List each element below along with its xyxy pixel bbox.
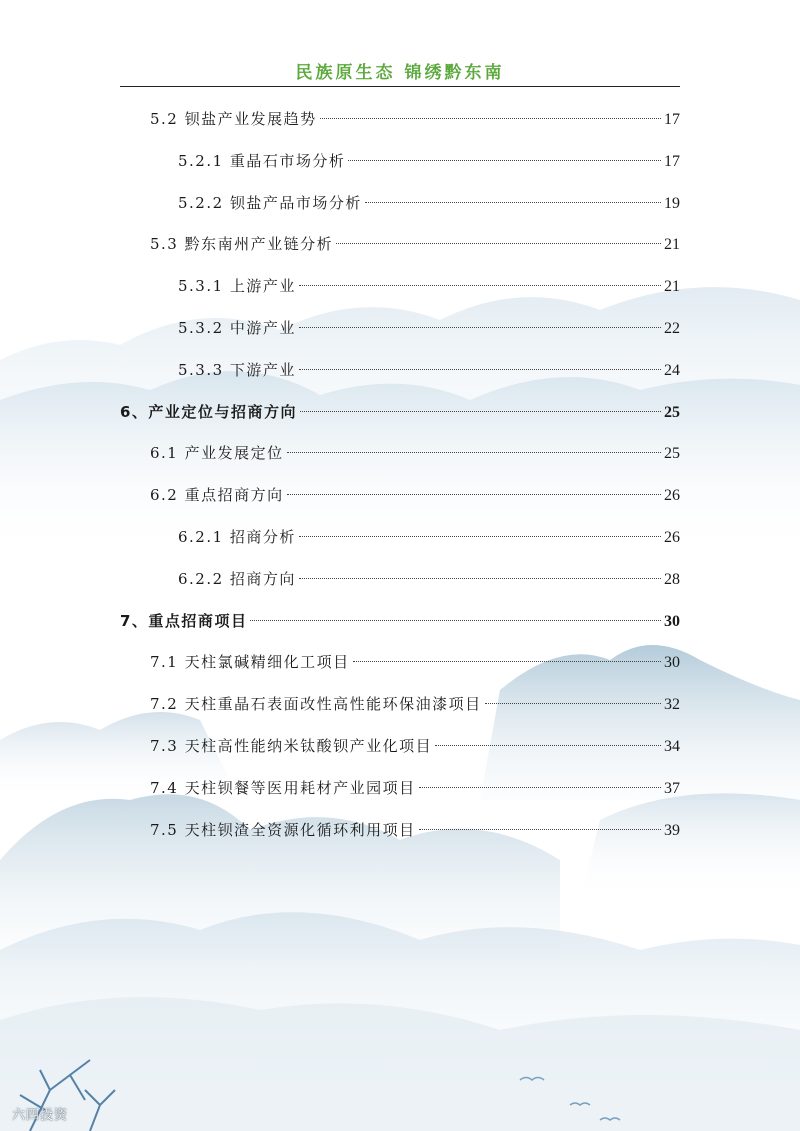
toc-dot-leader xyxy=(299,285,661,286)
toc-entry-label: 5.3.1 上游产业 xyxy=(178,277,296,296)
toc-page-number: 39 xyxy=(664,821,680,839)
toc-entry-label: 5.3.2 中游产业 xyxy=(178,319,296,337)
toc-entry[interactable] xyxy=(150,651,680,673)
toc-entry[interactable] xyxy=(178,275,680,297)
toc-entry-label: 5.3.3 下游产业 xyxy=(178,360,296,379)
toc-dot-leader xyxy=(365,202,661,203)
toc-page-number: 26 xyxy=(664,529,680,546)
toc-entry-label: 7.3 天柱高性能纳米钛酸钡产业化项目 xyxy=(150,737,433,755)
toc-entry[interactable] xyxy=(178,150,680,172)
toc-entry[interactable] xyxy=(120,610,680,632)
toc-page-number: 26 xyxy=(664,487,680,505)
toc-entry[interactable] xyxy=(150,484,680,506)
toc-entry[interactable] xyxy=(178,359,680,381)
toc-page-number: 25 xyxy=(664,445,680,463)
toc-entry-label: 7.4 天柱钡餐等医用耗材产业园项目 xyxy=(150,778,416,797)
toc-entry[interactable] xyxy=(150,735,680,757)
toc-page-number: 17 xyxy=(664,111,680,128)
toc-entry[interactable] xyxy=(150,442,680,464)
toc-entry[interactable] xyxy=(178,317,680,339)
toc-dot-leader xyxy=(419,787,661,788)
toc-entry-label: 5.2.2 钡盐产品市场分析 xyxy=(178,193,362,212)
toc-entry-label: 5.2.1 重晶石市场分析 xyxy=(178,151,346,170)
toc-entry[interactable] xyxy=(150,233,680,255)
toc-dot-leader xyxy=(300,411,661,412)
toc-entry-label: 6.2 重点招商方向 xyxy=(150,486,284,505)
toc-page-number: 21 xyxy=(664,236,680,254)
toc-entry-label: 6.2.1 招商分析 xyxy=(178,528,296,546)
toc-entry[interactable] xyxy=(120,401,680,423)
toc-entry[interactable] xyxy=(150,819,680,841)
toc-page-number: 30 xyxy=(664,654,680,672)
toc-dot-leader xyxy=(299,578,661,579)
toc-entry[interactable] xyxy=(150,693,680,715)
watermark: 六四投资 xyxy=(12,1108,69,1123)
toc-entry-label: 7、重点招商项目 xyxy=(120,611,248,630)
toc-dot-leader xyxy=(287,452,661,453)
toc-page-number: 17 xyxy=(664,152,680,170)
toc-dot-leader xyxy=(299,536,661,537)
toc-entry-label: 7.1 天柱氯碱精细化工项目 xyxy=(150,653,350,672)
toc-page-number: 19 xyxy=(664,194,680,212)
header-title: 民族原生态 锦绣黔东南 xyxy=(295,63,505,83)
toc-page-number: 37 xyxy=(664,779,680,797)
toc-page-number: 34 xyxy=(664,738,680,755)
toc-page-number: 25 xyxy=(664,403,680,421)
toc-entry-label: 7.5 天柱钡渣全资源化循环利用项目 xyxy=(150,820,416,839)
toc-dot-leader xyxy=(320,118,661,119)
toc-dot-leader xyxy=(485,703,661,704)
toc-page-number: 30 xyxy=(664,612,680,630)
toc-entry-label: 5.3 黔东南州产业链分析 xyxy=(150,235,334,254)
toc-entry[interactable] xyxy=(178,192,680,214)
toc-page-number: 22 xyxy=(664,320,680,337)
toc-page-number: 21 xyxy=(664,278,680,296)
toc-entry[interactable] xyxy=(150,777,680,799)
toc-dot-leader xyxy=(435,745,661,746)
toc-dot-leader xyxy=(353,661,661,662)
toc-dot-leader xyxy=(299,327,661,328)
toc-entry-label: 6、产业定位与招商方向 xyxy=(120,402,297,421)
toc-dot-leader xyxy=(348,160,661,161)
toc-dot-leader xyxy=(250,620,661,621)
toc-entry-label: 6.2.2 招商方向 xyxy=(178,569,296,588)
toc-entry[interactable] xyxy=(150,108,680,130)
toc-page-number: 32 xyxy=(664,696,680,714)
toc-dot-leader xyxy=(336,243,661,244)
toc-page-number: 28 xyxy=(664,570,680,588)
toc-dot-leader xyxy=(299,369,661,370)
toc-entry-label: 7.2 天柱重晶石表面改性高性能环保油漆项目 xyxy=(150,695,482,714)
header-divider xyxy=(120,86,680,87)
toc-dot-leader xyxy=(419,829,661,830)
toc-dot-leader xyxy=(287,494,661,495)
toc-entry[interactable] xyxy=(178,526,680,548)
toc-page-number: 24 xyxy=(664,361,680,379)
toc-entry-label: 6.1 产业发展定位 xyxy=(150,444,284,463)
toc-entry[interactable] xyxy=(178,568,680,590)
toc-entry-label: 5.2 钡盐产业发展趋势 xyxy=(150,110,317,128)
